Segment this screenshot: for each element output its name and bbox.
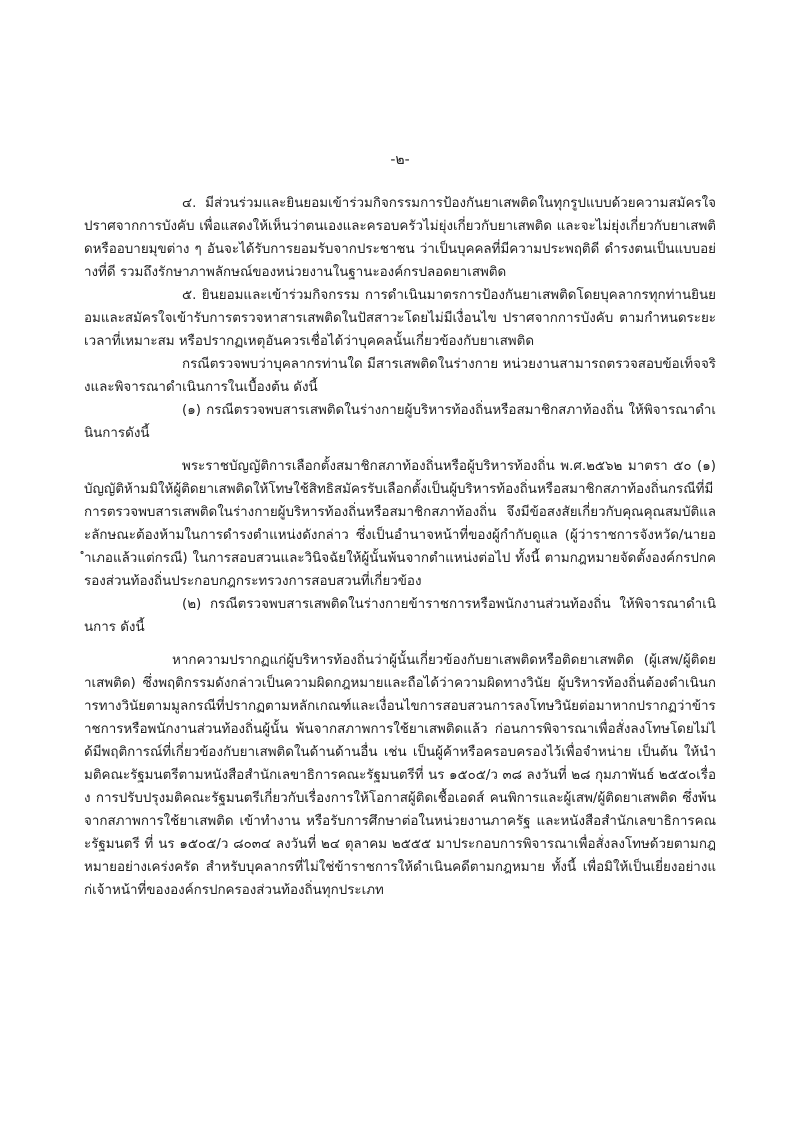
paragraph-item-5: ๕. ยินยอมและเข้าร่วมกิจกรรม การดำเนินมาตรการป้องกันยาเสพติดโดยบุคลากรทุกท่านยินยอมและสมัครใจเข้ารับการตรวจหาสารเสพติดในปัสสาวะโดยไม่มีเงื่อนไข ปราศจากการบังคับ ตามกำหนดระยะเวลาที่เหมาะสม หรือปรากฏเหตุอันควรเชื่อได้ว่าบุคคลนั้นเกี่ยวข้องกับยาเสพติด (84, 288, 716, 349)
paragraph-case-2-heading: (๒) กรณีตรวจพบสารเสพติดในร่างกายข้าราชการหรือพนักงานส่วนท้องถิ่น ให้พิจารณาดำเนินการ ดังนี้ (84, 597, 716, 635)
paragraph-drug-detection-intro: กรณีตรวจพบว่าบุคลากรท่านใด มีสารเสพติดในร่างกาย หน่วยงานสามารถตรวจสอบข้อเท็จจริงและพิจารณาดำเนินการในเบื้องต้น ดังนี้ (84, 357, 716, 395)
page-number: -๒- (390, 152, 410, 168)
paragraph-case-1-body: พระราชบัญญัติการเลือกตั้งสมาชิกสภาท้องถิ่นหรือผู้บริหารท้องถิ่น พ.ศ.๒๕๖๒ มาตรา ๕๐ (๑) บัญญัติห้ามมิให้ผู้ติดยาเสพติดให้โทษใช้สิทธิสมัครรับเลือกตั้งเป็นผู้บริหารท้องถิ่นหรือสมาชิกสภาท้องถิ่นกรณีที่มีการตรวจพบสารเสพติดในร่างกายผู้บริหารท้องถิ่นหรือสมาชิกสภาท้องถิ่น จึงมีข้อสงสัยเกี่ยวกับคุณคุณสมบัติและลักษณะต้องห้ามในการดำรงตำแหน่งดังกล่าว ซึ่งเป็นอำนาจหน้าที่ของผู้กำกับดูแล (ผู้ว่าราชการจังหวัด/นายอำเภอแล้วแต่กรณี) ในการสอบสวนและวินิจฉัยให้ผู้นั้นพ้นจากตำแหน่งต่อไป ทั้งนี้ ตามกฎหมายจัดตั้งองค์กรปกครองส่วนท้องถิ่นประกอบกฎกระทรวงการสอบสวนที่เกี่ยวข้อง (84, 459, 716, 589)
paragraph-case-2-body: หากความปรากฏแก่ผู้บริหารท้องถิ่นว่าผู้นั้นเกี่ยวข้องกับยาเสพติดหรือติดยาเสพติด (ผู้เสพ/ผู้ติดยาเสพติด) ซึ่งพฤติกรรมดังกล่าวเป็นความผิดกฎหมายและถือได้ว่าความผิดทางวินัย ผู้บริหารท้องถิ่นต้องดำเนินการทางวินัยตามมูลกรณีที่ปรากฏตามหลักเกณฑ์และเงื่อนไขการสอบสวนการลงโทษวินัยต่อมาหากปรากฏว่าข้าราชการหรือพนักงานส่วนท้องถิ่นผู้นั้น พ้นจากสภาพการใช้ยาเสพติดแล้ว ก่อนการพิจารณาเพื่อสั่งลงโทษโดยไม่ได้มีพฤติการณ์ที่เกี่ยวข้องกับยาเสพติดในด้านด้านอื่น เช่น เป็นผู้ค้าหรือครอบครองไว้เพื่อจำหน่าย เป็นต้น ให้นำมติคณะรัฐมนตรีตามหนังสือสำนักเลขาธิการคณะรัฐมนตรีที่ นร ๑๕๐๕/ว ๓๘ ลงวันที่ ๒๘ กุมภาพันธ์ ๒๕๕๐เรื่อง การปรับปรุงมติคณะรัฐมนตรีเกี่ยวกับเรื่องการให้โอกาสผู้ติดเชื้อเอดส์ คนพิการและผู้เสพ/ผู้ติดยาเสพติด ซึ่งพ้นจากสภาพการใช้ยาเสพติด เข้าทำงาน หรือรับการศึกษาต่อในหน่วยงานภาครัฐ และหนังสือสำนักเลขาธิการคณะรัฐมนตรี ที่ นร ๑๕๐๕/ว ๘๐๓๔ ลงวันที่ ๒๔ ตุลาคม ๒๕๕๕ มาประกอบการพิจารณาเพื่อสั่งลงโทษด้วยตามกฎหมายอย่างเคร่งครัด สำหรับบุคลากรที่ไม่ใช่ข้าราชการให้ดำเนินคดีตามกฎหมาย ทั้งนี้ เพื่อมิให้เป็นเยี่ยงอย่างแก่เจ้าหน้าที่ขององค์กรปกครองส่วนท้องถิ่นทุกประเภท (84, 653, 716, 898)
paragraph-case-1-heading: (๑) กรณีตรวจพบสารเสพติดในร่างกายผู้บริหารท้องถิ่นหรือสมาชิกสภาท้องถิ่น ให้พิจารณาดำเนินการดังนี้ (84, 403, 716, 441)
document-body (84, 192, 716, 902)
paragraph-item-4: ๔. มีส่วนร่วมและยินยอมเข้าร่วมกิจกรรมการป้องกันยาเสพติดในทุกรูปแบบด้วยความสมัครใจ ปราศจากการบังคับ เพื่อแสดงให้เห็นว่าตนเองและครอบครัวไม่ยุ่งเกี่ยวกับยาเสพติด และจะไม่ยุ่งเกี่ยวกับยาเสพติดหรืออบายมุขต่าง ๆ อันจะได้รับการยอมรับจากประชาชน ว่าเป็นบุคคลที่มีความประพฤติดี ดำรงตนเป็นแบบอย่างที่ดี รวมถึงรักษาภาพลักษณ์ของหน่วยงานในฐานะองค์กรปลอดยาเสพติด (84, 196, 716, 280)
